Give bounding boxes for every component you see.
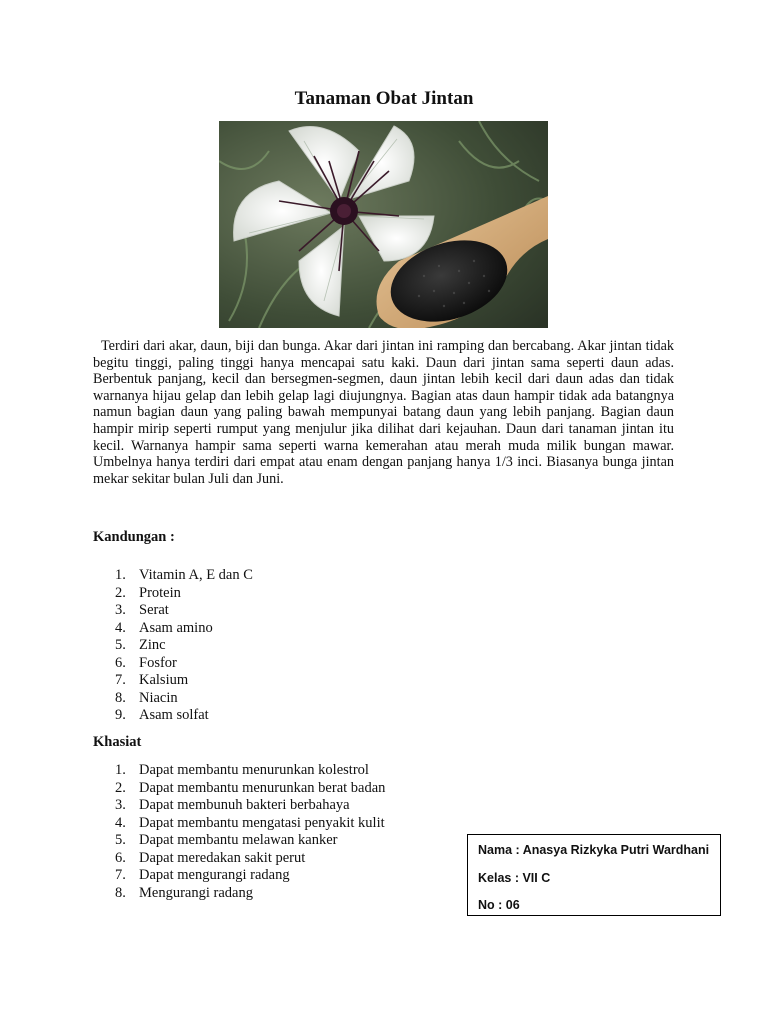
nigella-flower-and-seeds-photo <box>219 121 548 328</box>
student-name: Nama : Anasya Rizkyka Putri Wardhani <box>478 843 710 857</box>
list-item: 6. Fosfor <box>115 654 177 671</box>
list-item: 7. Dapat mengurangi radang <box>115 867 290 883</box>
student-identity-box <box>467 834 721 916</box>
kandungan-heading: Kandungan : <box>93 529 175 545</box>
list-item: 1. Vitamin A, E dan C <box>115 567 253 583</box>
list-item: 5. Zinc <box>115 637 166 653</box>
list-item: 6. Dapat meredakan sakit perut <box>115 849 306 866</box>
student-class: Kelas : VII C <box>478 871 551 885</box>
list-item: 4. Asam amino <box>115 619 213 636</box>
list-item: 3. Dapat membunuh bakteri berbahaya <box>115 797 350 813</box>
list-item: 1. Dapat membantu menurunkan kolestrol <box>115 762 369 778</box>
kandungan-list <box>93 567 253 725</box>
description-paragraph: Terdiri dari akar, daun, biji dan bunga. Akar dari jintan ini ramping dan bercabang. Akar jintan tidak begitu tinggi, paling tinggi hanya mencapai satu kaki. Daun dari jintan sama seperti daun adas. Berbentuk panjang, kecil dan bersegmen-segmen, daun jintan lebih kecil dari daun adas dan tidak warnanya hijau gelap dan lebih gelap lagi diujungnya. Bagian atas daun hampir tidak ada batangnya namun bagian daun yang paling bawah mempunyai batang daun yang lebih panjang. Bagian daun hampir mirip seperti rumput yang menjulur jika dilihat dari kejauhan. Daun dari tanaman jintan itu kecil. Warnanya hampir sama seperti warna kemerahan atau merah muda milik bungan mawar. Umbelnya hanya terdiri dari empat atau enam dengan panjang hanya 1/3 inci. Biasanya bunga jintan mekar sekitar bulan Juli dan Juni. <box>93 338 674 487</box>
list-item: 2. Dapat membantu menurunkan berat badan <box>115 779 386 796</box>
page-title: Tanaman Obat Jintan <box>294 88 474 109</box>
list-item: 3. Serat <box>115 602 169 618</box>
list-item: 4. Dapat membantu mengatasi penyakit kulit <box>115 814 385 831</box>
khasiat-list <box>93 762 385 902</box>
list-item: 5. Dapat membantu melawan kanker <box>115 832 338 848</box>
list-item: 2. Protein <box>115 584 181 601</box>
khasiat-heading: Khasiat <box>93 734 142 750</box>
list-item: 7. Kalsium <box>115 672 189 688</box>
list-item: 9. Asam solfat <box>115 707 209 723</box>
list-item: 8. Mengurangi radang <box>115 884 253 901</box>
student-number: No : 06 <box>478 898 520 912</box>
list-item: 8. Niacin <box>115 689 178 706</box>
